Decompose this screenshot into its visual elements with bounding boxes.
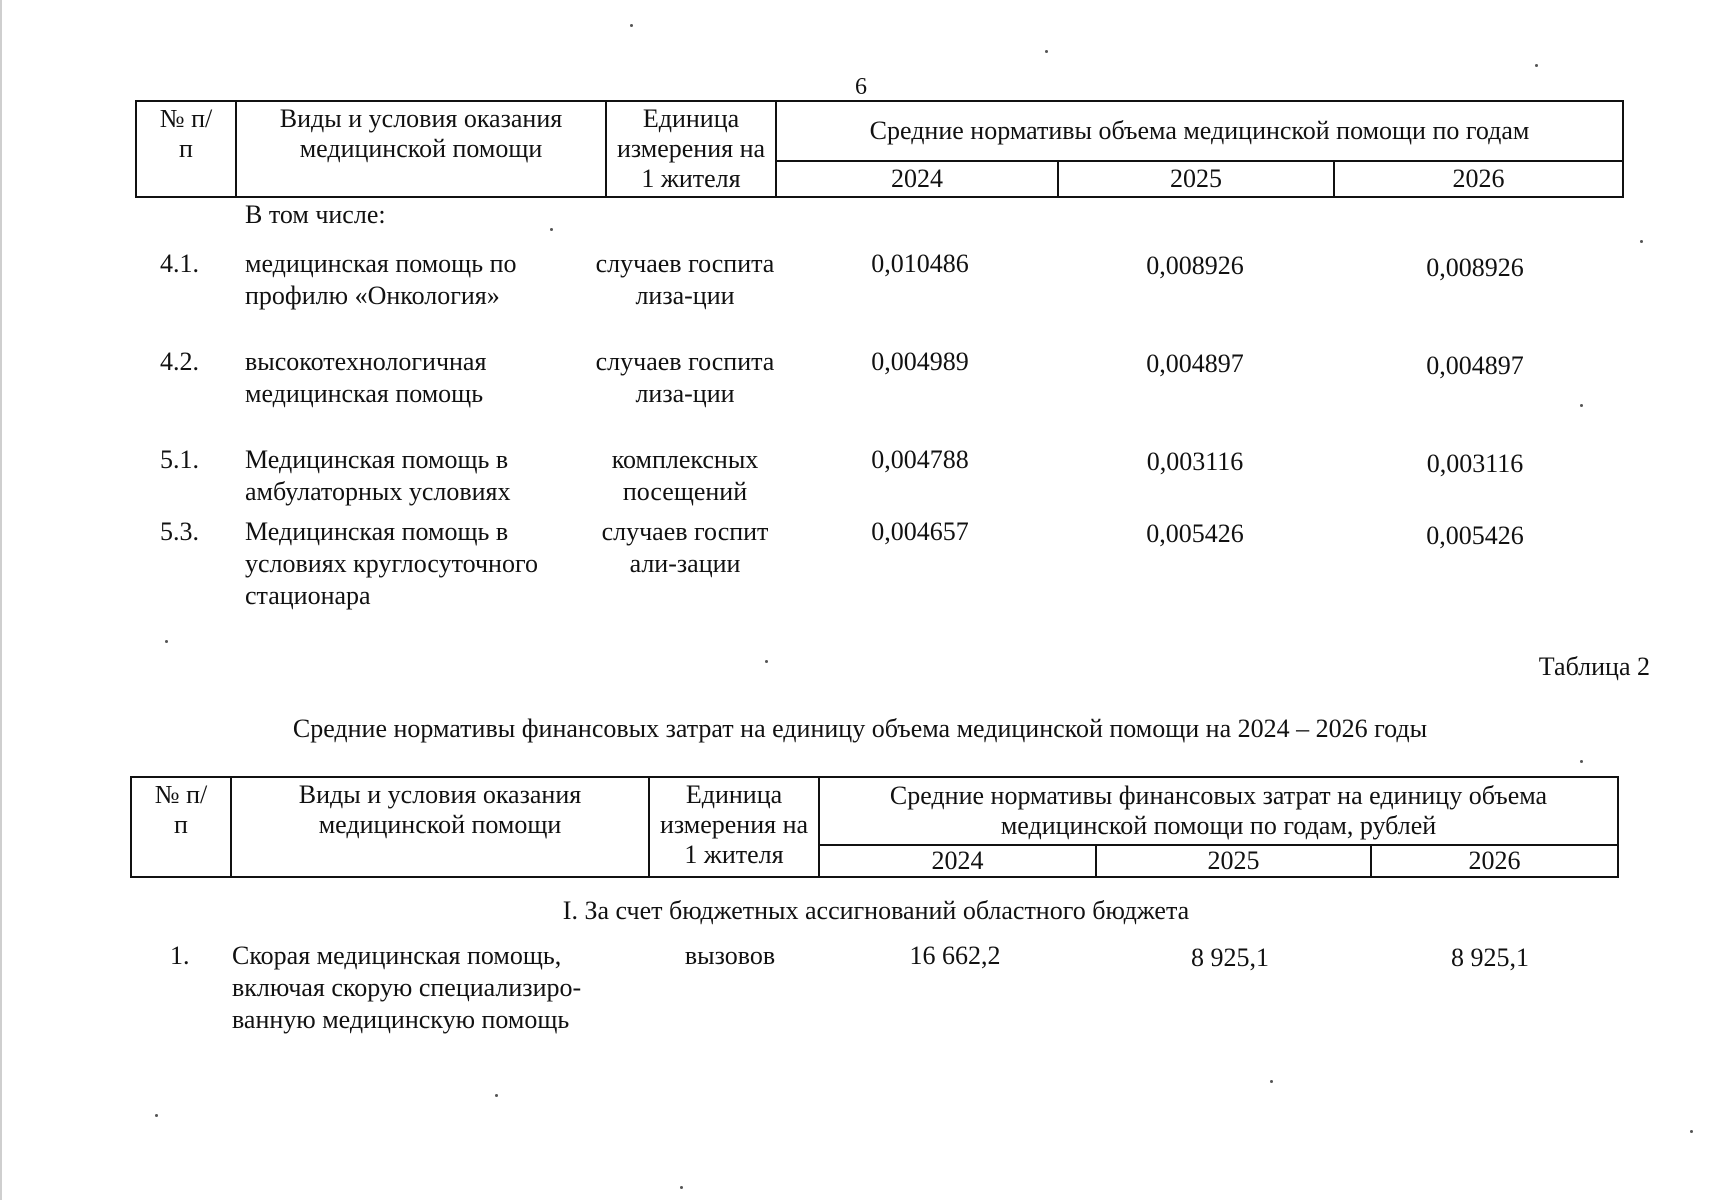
value-2025: 0,004897 [1146, 349, 1244, 378]
row-unit-text: вызовов [684, 941, 776, 970]
row-unit-text: случаев госпитали-зации [601, 517, 769, 578]
value-2024: 16 662,2 [909, 941, 1001, 970]
row-unit [600, 516, 770, 580]
table2-year-2026: 2026 [1371, 845, 1618, 877]
table1-col-unit: Единица измерения на 1 жителя [606, 101, 776, 197]
table2-group-text: Средние нормативы финансовых затрат на единицу объема медицинской помощи по годам, рублей [889, 781, 1548, 840]
value-2025: 0,003116 [1146, 447, 1244, 476]
row-name: высокотехнологичная медицинская помощь [245, 347, 487, 408]
row-number: 5.1. [160, 445, 199, 474]
row-unit-text: комплексных посещений [611, 445, 759, 506]
table1-intro: В том числе: [245, 200, 386, 229]
row-name: Медицинская помощь в условиях круглосуточного стационара [245, 517, 538, 610]
table2-section: I. За счет бюджетных ассигнований областного бюджета [562, 896, 1190, 925]
value-2024: 0,010486 [871, 249, 969, 278]
scan-speck [165, 640, 168, 643]
table1-col-group: Средние нормативы объема медицинской помощи по годам [776, 101, 1623, 161]
row-number: 4.2. [160, 347, 199, 376]
page-number: 6 [855, 74, 867, 100]
row-unit-text: случаев госпитализа-ции [595, 347, 775, 408]
scan-speck [630, 24, 633, 27]
value-2026: 0,005426 [1426, 521, 1524, 550]
value-2025: 8 925,1 [1191, 943, 1269, 972]
value-2024: 0,004788 [871, 445, 969, 474]
scan-speck [155, 1114, 158, 1117]
row-name: Медицинская помощь в амбулаторных условиях [245, 445, 511, 506]
row-name: медицинская помощь по профилю «Онкология» [245, 249, 517, 310]
table-row [0, 516, 1722, 616]
scan-speck [1580, 404, 1583, 407]
value-2026: 0,008926 [1426, 253, 1524, 282]
table1-year-2025: 2025 [1058, 161, 1334, 197]
table2-year-2024: 2024 [819, 845, 1096, 877]
scan-edge [0, 0, 2, 1200]
table1-year-2024: 2024 [776, 161, 1058, 197]
table1-year-2026: 2026 [1334, 161, 1623, 197]
row-unit [590, 346, 780, 410]
value-2026: 0,004897 [1426, 351, 1524, 380]
value-2026: 0,003116 [1426, 449, 1524, 478]
scan-speck [765, 660, 768, 663]
table1-header [135, 100, 1624, 198]
table-row [0, 248, 1722, 344]
scan-speck [1535, 64, 1538, 67]
table2-col-num: № п/п [131, 777, 231, 877]
table2-label: Таблица 2 [1538, 652, 1650, 681]
value-2025: 0,005426 [1146, 519, 1244, 548]
row-unit [590, 444, 780, 508]
scan-speck [1580, 760, 1583, 763]
row-number: 4.1. [160, 249, 199, 278]
value-2024: 0,004989 [871, 347, 969, 376]
row-number: 5.3. [160, 517, 199, 546]
value-2026: 8 925,1 [1451, 943, 1529, 972]
table2-col-kind: Виды и условия оказания медицинской помощи [231, 777, 649, 877]
table-row [0, 940, 1722, 1040]
table-row [0, 346, 1722, 442]
scan-speck [495, 1094, 498, 1097]
table-row [0, 444, 1722, 514]
row-unit [640, 940, 820, 972]
scan-speck [550, 228, 553, 231]
table2-year-2025: 2025 [1096, 845, 1371, 877]
table1-col-kind: Виды и условия оказания медицинской помощи [236, 101, 606, 197]
table2-col-unit: Единица измерения на 1 жителя [649, 777, 819, 877]
scan-speck [680, 1186, 683, 1189]
value-2024: 0,004657 [871, 517, 969, 546]
row-name: Скорая медицинская помощь, включая скорую специализиро-ванную медицинскую помощь [232, 941, 582, 1034]
table2-header [130, 776, 1619, 878]
scan-speck [1045, 50, 1048, 53]
row-unit-text: случаев госпитализа-ции [595, 249, 775, 310]
scan-speck [1270, 1080, 1273, 1083]
scan-speck [1690, 1130, 1693, 1133]
table2-title: Средние нормативы финансовых затрат на единицу объема медицинской помощи на 2024 – 2026 годы [292, 714, 1428, 743]
value-2025: 0,008926 [1146, 251, 1244, 280]
table1-col-num: № п/п [136, 101, 236, 197]
row-number: 1. [170, 941, 190, 970]
row-unit [590, 248, 780, 312]
scan-speck [1640, 240, 1643, 243]
table2-col-group [819, 777, 1618, 845]
